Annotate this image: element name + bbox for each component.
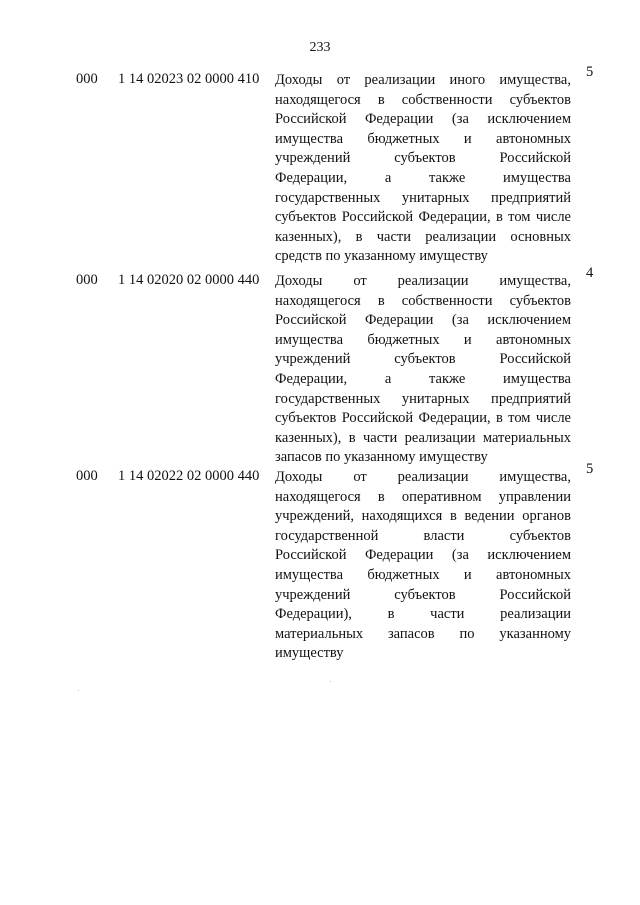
description-line: Доходы от реализации имущества, bbox=[275, 273, 571, 289]
description-line: Федерации), в части реализации bbox=[275, 606, 571, 623]
description-line: Доходы от реализации имущества, bbox=[275, 469, 571, 485]
description-line: учреждений, находящихся в ведении органов bbox=[275, 508, 571, 525]
description-line: учреждений субъектов Российской bbox=[275, 586, 571, 603]
description-line: учреждений субъектов Российской bbox=[275, 150, 571, 167]
normative-value: 5 bbox=[586, 64, 594, 80]
description-line: имуществу bbox=[275, 645, 344, 662]
description-line: Федерации, а также имущества bbox=[275, 370, 571, 387]
revenue-description bbox=[275, 468, 571, 664]
revenue-description bbox=[275, 272, 571, 468]
admin-code: 000 bbox=[76, 468, 98, 484]
description-line: субъектов Российской Федерации, в том числе bbox=[275, 209, 571, 226]
description-line: государственных унитарных предприятий bbox=[275, 390, 571, 407]
description-line: казенных), в части реализации материальных bbox=[275, 429, 571, 446]
scan-speck bbox=[78, 690, 79, 691]
description-line: находящегося в собственности субъектов bbox=[275, 91, 571, 108]
description-line: материальных запасов по указанному bbox=[275, 625, 571, 642]
description-line: находящегося в оперативном управлении bbox=[275, 488, 571, 505]
revenue-description bbox=[275, 71, 571, 267]
description-line: Доходы от реализации иного имущества, bbox=[275, 72, 571, 88]
description-line: запасов по указанному имуществу bbox=[275, 449, 488, 466]
description-line: Федерации, а также имущества bbox=[275, 169, 571, 186]
description-line: государственных унитарных предприятий bbox=[275, 189, 571, 206]
description-line: казенных), в части реализации основных bbox=[275, 228, 571, 245]
description-line: Российской Федерации (за исключением bbox=[275, 312, 571, 329]
normative-value: 4 bbox=[586, 265, 594, 281]
budget-classification-code: 1 14 02020 02 0000 440 bbox=[118, 272, 260, 288]
admin-code: 000 bbox=[76, 272, 98, 288]
description-line: средств по указанному имуществу bbox=[275, 248, 488, 265]
description-line: государственной власти субъектов bbox=[275, 527, 571, 544]
budget-classification-code: 1 14 02022 02 0000 440 bbox=[118, 468, 260, 484]
scan-speck bbox=[330, 681, 331, 682]
budget-classification-code: 1 14 02023 02 0000 410 bbox=[118, 71, 260, 87]
description-line: Российской Федерации (за исключением bbox=[275, 547, 571, 564]
admin-code: 000 bbox=[76, 71, 98, 87]
description-line: находящегося в собственности субъектов bbox=[275, 292, 571, 309]
description-line: учреждений субъектов Российской bbox=[275, 351, 571, 368]
description-line: имущества бюджетных и автономных bbox=[275, 331, 571, 348]
description-line: имущества бюджетных и автономных bbox=[275, 130, 571, 147]
page-number: 233 bbox=[309, 40, 331, 55]
description-line: субъектов Российской Федерации, в том числе bbox=[275, 410, 571, 427]
description-line: Российской Федерации (за исключением bbox=[275, 111, 571, 128]
normative-value: 5 bbox=[586, 461, 594, 477]
description-line: имущества бюджетных и автономных bbox=[275, 566, 571, 583]
